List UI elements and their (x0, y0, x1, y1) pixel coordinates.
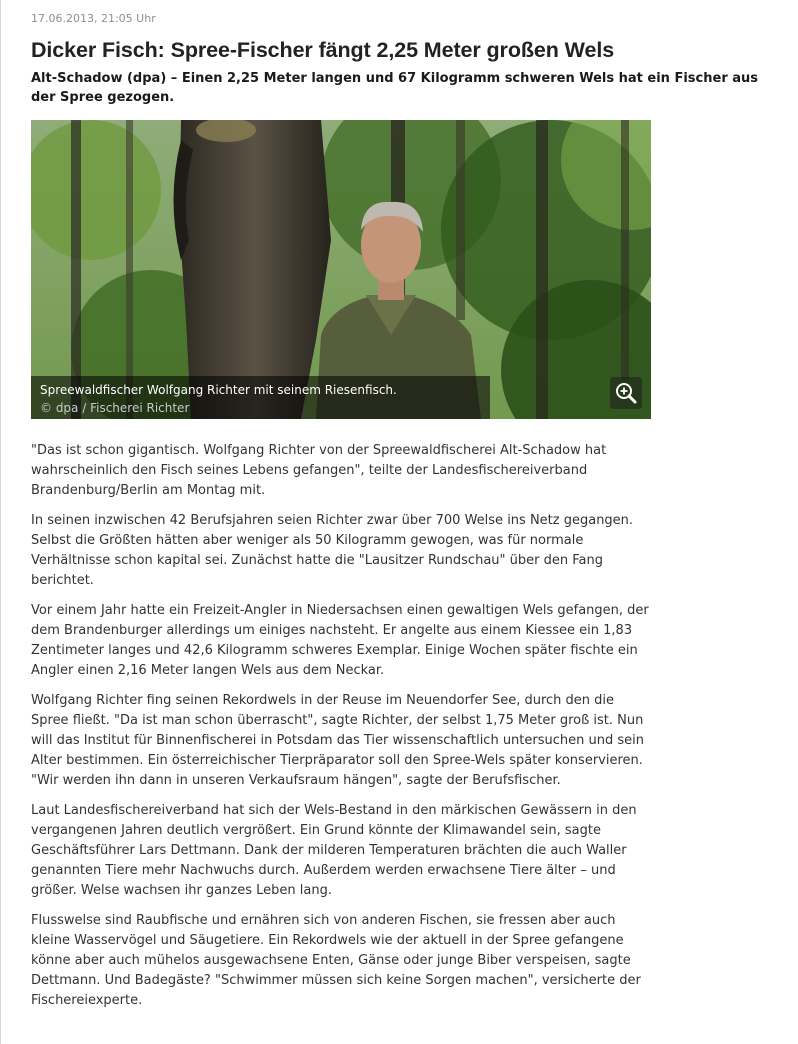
magnifier-plus-icon (610, 377, 642, 409)
page-left-border (0, 0, 1, 1044)
article-paragraph: Laut Landesfischereiverband hat sich der Wels-Bestand in den märkischen Gewässern in den vergangenen Jahren deutlich vergrößert. Ein Grund könnte der Klimawandel sein, sagte Geschäftsführer Lars Dettmann. Dank der milderen Temperaturen brächten die auch Waller genannten Tiere mehr Nachwuchs durch. Außerdem werden erwachsene Tiere älter – und größer. Welse wachsen ihr ganzes Leben lang. (31, 803, 637, 898)
photo-caption-box (31, 376, 490, 419)
article-paragraph: "Das ist schon gigantisch. Wolfgang Richter von der Spreewaldfischerei Alt-Schadow hat wahrscheinlich den Fisch seines Lebens gefangen", teilte der Landesfischereiverband Brandenburg/Berlin am Montag mit. (31, 443, 607, 498)
article-teaser: Alt-Schadow (dpa) – Einen 2,25 Meter langen und 67 Kilogramm schweren Wels hat ein Fischer aus der Spree gezogen. (31, 71, 759, 105)
article-dateline: 17.06.2013, 21:05 Uhr (31, 12, 156, 25)
article-paragraph: Vor einem Jahr hatte ein Freizeit-Angler in Niedersachsen einen gewaltigen Wels gefangen, der dem Brandenburger allerdings um einiges nachsteht. Er angelte aus einem Kiessee ein 1,83 Zentimeter langes und 42,6 Kilogramm schweres Exemplar. Einige Wochen später fischte ein Angler einen 2,16 Meter langen Wels aus dem Neckar. (31, 603, 649, 678)
article-paragraph: Wolfgang Richter fing seinen Rekordwels in der Reuse im Neuendorfer See, durch den die Spree fließt. "Da ist man schon überrascht", sagte Richter, der selbst 1,75 Meter groß ist. Nun will das Institut für Binnenfischerei in Potsdam das Tier wissenschaftlich untersuchen und sein Alter bestimmen. Ein österreichischer Tierpräparator soll den Spree-Wels später konservieren. "Wir werden ihn dann in unseren Verkaufsraum hängen", sagte der Berufsfischer. (31, 693, 644, 788)
zoom-image-button[interactable] (610, 377, 642, 409)
photo-fisherman-with-catfish (31, 120, 651, 419)
photo-caption: Spreewaldfischer Wolfgang Richter mit seinem Riesenfisch. (40, 383, 397, 397)
article-photo[interactable] (31, 120, 651, 419)
article-headline: Dicker Fisch: Spree-Fischer fängt 2,25 Meter großen Wels (31, 38, 615, 62)
article-paragraph: Flusswelse sind Raubfische und ernähren sich von anderen Fischen, sie fressen aber auch kleine Wasservögel und Säugetiere. Ein Rekordwels wie der aktuell in der Spree gefangene könne aber auch mühelos ausgewachsene Enten, Gänse oder junge Biber verspeisen, sagte Dettmann. Und Badegäste? "Schwimmer müssen sich keine Sorgen machen", versicherte der Fischereiexperte. (31, 913, 641, 1008)
article-paragraph: In seinen inzwischen 42 Berufsjahren seien Richter zwar über 700 Welse ins Netz gegangen. Selbst die Größten hätten aber weniger als 50 Kilogramm gewogen, was für normale Verhältnisse schon kapital sei. Zunächst hatte die "Lausitzer Rundschau" über den Fang berichtet. (31, 513, 634, 588)
article-body (31, 441, 651, 1021)
photo-credit: © dpa / Fischerei Richter (40, 401, 190, 415)
